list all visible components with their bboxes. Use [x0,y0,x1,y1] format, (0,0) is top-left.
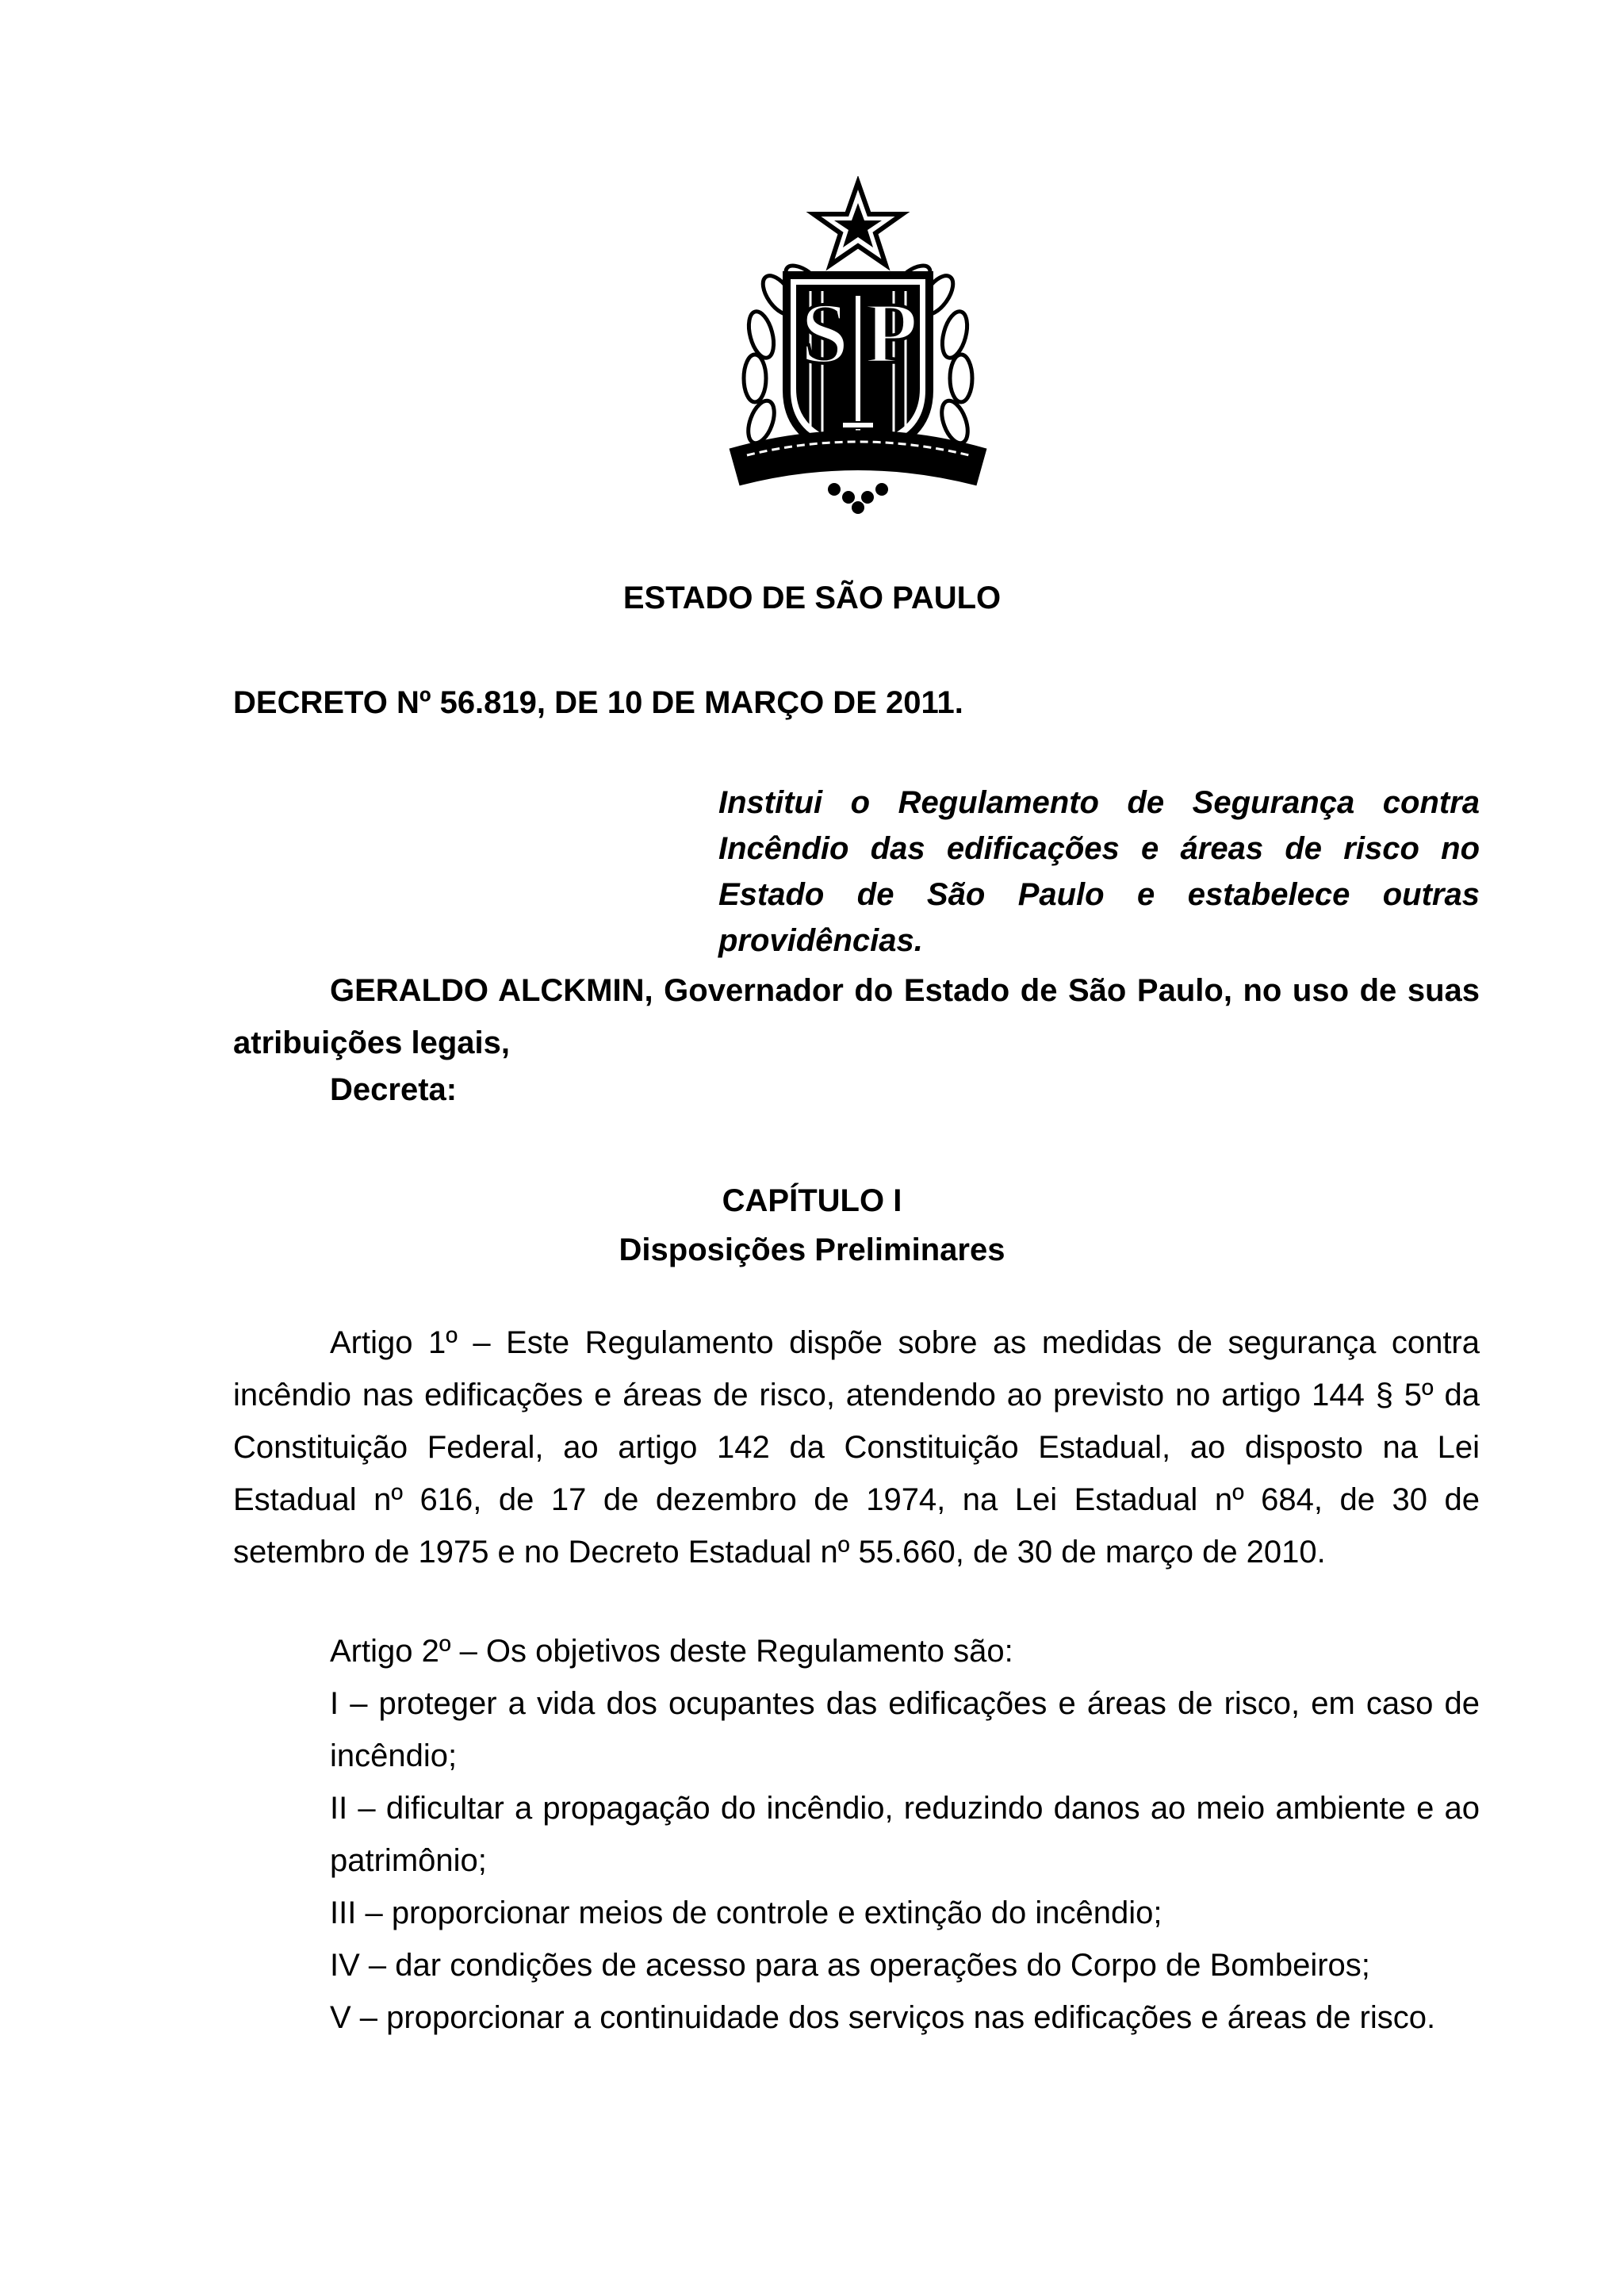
sao-paulo-coat-of-arms-icon [723,176,993,517]
svg-text:P: P [864,285,918,381]
decree-summary: Institui o Regulamento de Segurança contra Incêndio das edificações e áreas de risco no Estado de São Paulo e estabelece outras providências. [718,785,1480,958]
list-item: II – dificultar a propagação do incêndio, reduzindo danos ao meio ambiente e ao patrimônio; [330,1791,1480,1878]
list-item: I – proteger a vida dos ocupantes das edificações e áreas de risco, em caso de incêndio; [330,1686,1480,1773]
decree-title: DECRETO Nº 56.819, DE 10 DE MARÇO DE 2011. [233,685,963,720]
list-item: V – proporcionar a continuidade dos serviços nas edificações e áreas de risco. [330,2000,1436,2035]
chapter-subtitle: Disposições Preliminares [619,1232,1005,1267]
preamble: GERALDO ALCKMIN, Governador do Estado de São Paulo, no uso de suas atribuições legais, [233,973,1480,1060]
state-heading: ESTADO DE SÃO PAULO [622,581,1002,615]
svg-text:S: S [800,285,849,381]
article-1: Artigo 1º – Este Regulamento dispõe sobre as medidas de segurança contra incêndio nas edificações e áreas de risco, atendendo ao previsto no artigo 144 § 5º da Constituição Federal, ao artigo 142 da Constituição Estadual, ao disposto na Lei Estadual nº 616, de 17 de dezembro de 1974, na Lei Estadual nº 684, de 30 de setembro de 1975 e no Decreto Estadual nº 55.660, de 30 de março de 2010. [233,1325,1480,1570]
chapter-title: CAPÍTULO I [722,1183,902,1218]
decreta-label: Decreta: [330,1072,458,1107]
list-item: III – proporcionar meios de controle e extinção do incêndio; [330,1895,1162,1930]
article-2-items [330,1677,1480,2044]
article-2-heading: Artigo 2º – Os objetivos deste Regulamento são: [330,1634,1013,1669]
list-item: IV – dar condições de acesso para as operações do Corpo de Bombeiros; [330,1948,1370,1983]
